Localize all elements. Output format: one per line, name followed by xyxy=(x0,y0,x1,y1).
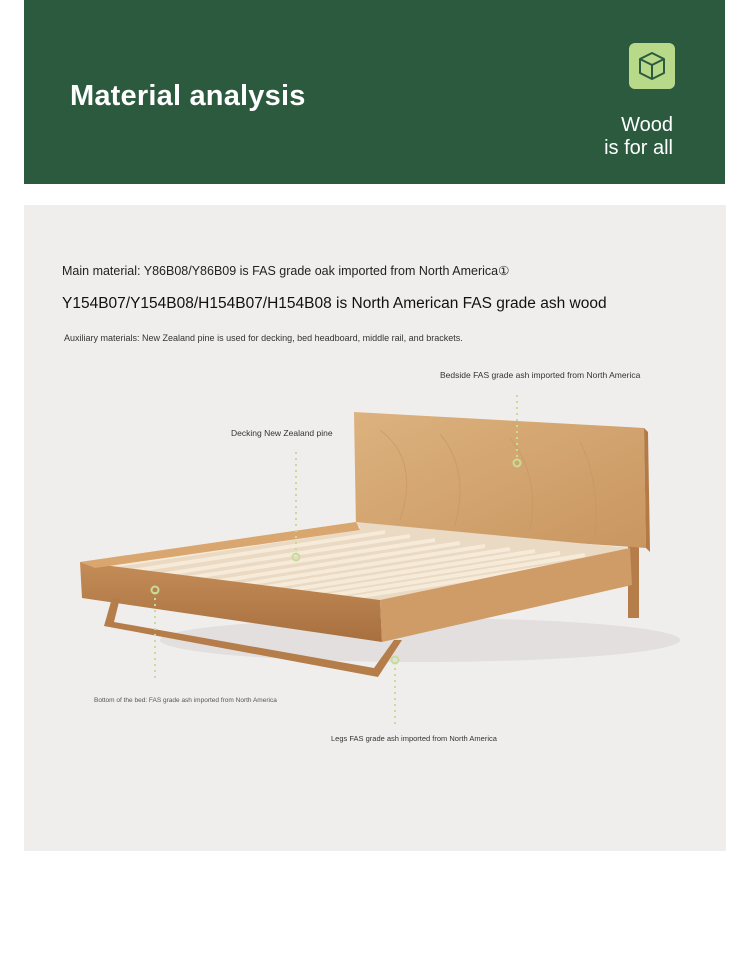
slogan-line-2: is for all xyxy=(604,137,673,159)
auxiliary-material-text: Auxiliary materials: New Zealand pine is used for decking, bed headboard, middle rail, and brackets. xyxy=(64,333,463,343)
bottom-callout-label: Bottom of the bed: FAS grade ash imported from North America xyxy=(94,697,277,704)
headboard-callout-label: Bedside FAS grade ash imported from North America xyxy=(440,370,641,380)
page-title: Material analysis xyxy=(70,80,306,112)
secondary-material-text: Y154B07/Y154B08/H154B07/H154B08 is North American FAS grade ash wood xyxy=(62,295,607,312)
main-material-text: Main material: Y86B08/Y86B09 is FAS grade oak imported from North America① xyxy=(62,264,510,278)
legs-callout-label: Legs FAS grade ash imported from North America xyxy=(331,734,497,743)
decking-callout-label: Decking New Zealand pine xyxy=(231,428,333,438)
slogan-line-1: Wood xyxy=(621,114,673,136)
